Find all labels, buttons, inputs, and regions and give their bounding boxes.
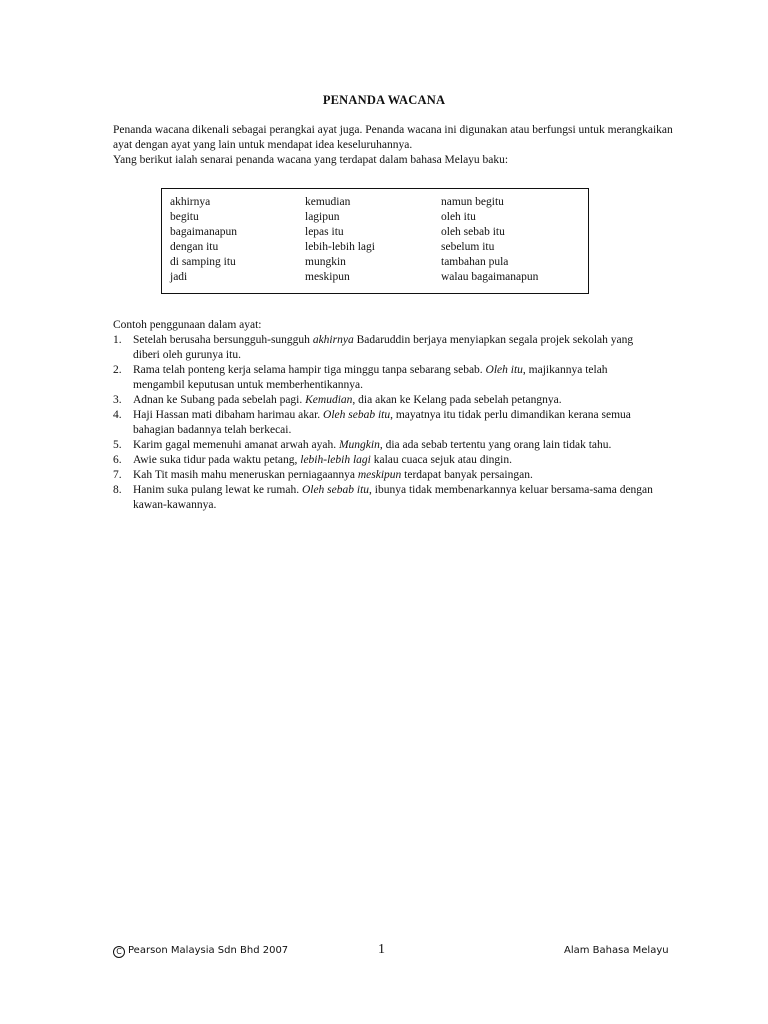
footer-copyright xyxy=(113,945,288,958)
discourse-marker: Oleh sebab itu xyxy=(323,409,391,421)
example-text: Setelah berusaha bersungguh-sungguh xyxy=(133,334,313,346)
example-item xyxy=(113,363,653,393)
word-item: lebih-lebih lagi xyxy=(305,241,375,253)
example-text: Awie suka tidur pada waktu petang, xyxy=(133,454,301,466)
discourse-marker: Oleh sebab itu xyxy=(301,484,370,496)
example-text: , mayatnya itu tidak perlu dimandikan kerana semua bahagian badannya telah berkecai. xyxy=(133,409,631,436)
word-item: meskipun xyxy=(305,271,350,283)
example-number: 3. xyxy=(113,394,122,406)
example-number: 8. xyxy=(113,484,122,496)
word-item: kemudian xyxy=(305,196,351,208)
example-number: 2. xyxy=(113,364,122,376)
page-number: 1 xyxy=(378,942,385,957)
word-column xyxy=(441,195,538,285)
example-text: , dia ada sebab tertentu yang orang lain tidak tahu. xyxy=(379,439,612,451)
examples-section xyxy=(113,318,653,513)
word-item: lepas itu xyxy=(305,226,344,238)
example-item xyxy=(113,333,653,363)
intro-section xyxy=(113,123,673,168)
intro-paragraph: Yang berikut ialah senarai penanda wacana yang terdapat dalam bahasa Melayu baku: xyxy=(113,154,509,166)
word-item: begitu xyxy=(170,211,199,223)
example-text: , majikannya telah mengambil keputusan untuk memberhentikannya. xyxy=(133,364,608,391)
footer-publisher: Pearson Malaysia Sdn Bhd 2007 xyxy=(128,945,289,956)
word-item: oleh itu xyxy=(441,211,476,223)
example-item xyxy=(113,453,653,468)
discourse-marker: meskipun xyxy=(357,469,402,481)
example-number: 6. xyxy=(113,454,122,466)
word-item: sebelum itu xyxy=(441,241,495,253)
example-number: 4. xyxy=(113,409,122,421)
example-text: , ibunya tidak membenarkannya keluar bersama-sama dengan kawan-kawannya. xyxy=(133,484,653,511)
example-text: Haji Hassan mati dibaham harimau akar. xyxy=(133,409,324,421)
discourse-marker: Mungkin xyxy=(338,439,380,451)
word-item: tambahan pula xyxy=(441,256,509,268)
discourse-marker: akhirnya xyxy=(312,334,354,346)
word-table xyxy=(161,188,589,294)
word-item: dengan itu xyxy=(170,241,219,253)
word-column xyxy=(305,195,375,285)
discourse-marker: Kemudian xyxy=(305,394,353,406)
word-column xyxy=(170,195,237,285)
example-text: , dia akan ke Kelang pada sebelah petangnya. xyxy=(352,394,562,406)
word-item: walau bagaimanapun xyxy=(441,271,539,283)
example-item xyxy=(113,408,653,438)
discourse-marker: Oleh itu xyxy=(485,364,523,376)
example-text: Kah Tit masih mahu meneruskan perniagaannya xyxy=(133,469,358,481)
copyright-icon: C xyxy=(113,946,125,958)
example-item xyxy=(113,468,653,483)
page-title: PENANDA WACANA xyxy=(322,93,446,107)
word-item: bagaimanapun xyxy=(170,226,238,238)
example-item xyxy=(113,483,653,513)
word-item: namun begitu xyxy=(441,196,504,208)
intro-paragraph: Penanda wacana dikenali sebagai perangkai ayat juga. Penanda wacana ini digunakan atau berfungsi untuk merangkaikan ayat dengan ayat yang lain untuk mendapat idea keseluruhannya. xyxy=(113,124,673,151)
word-item: jadi xyxy=(170,271,188,283)
example-item xyxy=(113,438,653,453)
word-item: oleh sebab itu xyxy=(441,226,505,238)
page-footer xyxy=(0,942,768,961)
example-text: Karim gagal memenuhi amanat arwah ayah. xyxy=(133,439,339,451)
example-number: 1. xyxy=(113,334,122,346)
word-item: lagipun xyxy=(305,211,340,223)
word-item: mungkin xyxy=(305,256,346,268)
example-text: Badaruddin berjaya menyiapkan segala projek sekolah yang diberi oleh gurunya itu. xyxy=(133,334,634,361)
example-number: 7. xyxy=(113,469,122,481)
discourse-marker: lebih-lebih lagi xyxy=(300,454,371,466)
example-item xyxy=(113,393,653,408)
examples-list xyxy=(113,333,653,513)
word-item: akhirnya xyxy=(170,196,211,208)
example-text: kalau cuaca sejuk atau dingin. xyxy=(370,454,512,466)
example-text: Hanim suka pulang lewat ke rumah. xyxy=(133,484,302,496)
footer-book-title: Alam Bahasa Melayu xyxy=(564,945,669,956)
word-item: di samping itu xyxy=(170,256,236,268)
example-text: terdapat banyak persaingan. xyxy=(401,469,533,481)
examples-heading: Contoh penggunaan dalam ayat: xyxy=(113,319,262,331)
example-number: 5. xyxy=(113,439,122,451)
example-text: Adnan ke Subang pada sebelah pagi. xyxy=(133,394,306,406)
example-text: Rama telah ponteng kerja selama hampir tiga minggu tanpa sebarang sebab. xyxy=(133,364,486,376)
